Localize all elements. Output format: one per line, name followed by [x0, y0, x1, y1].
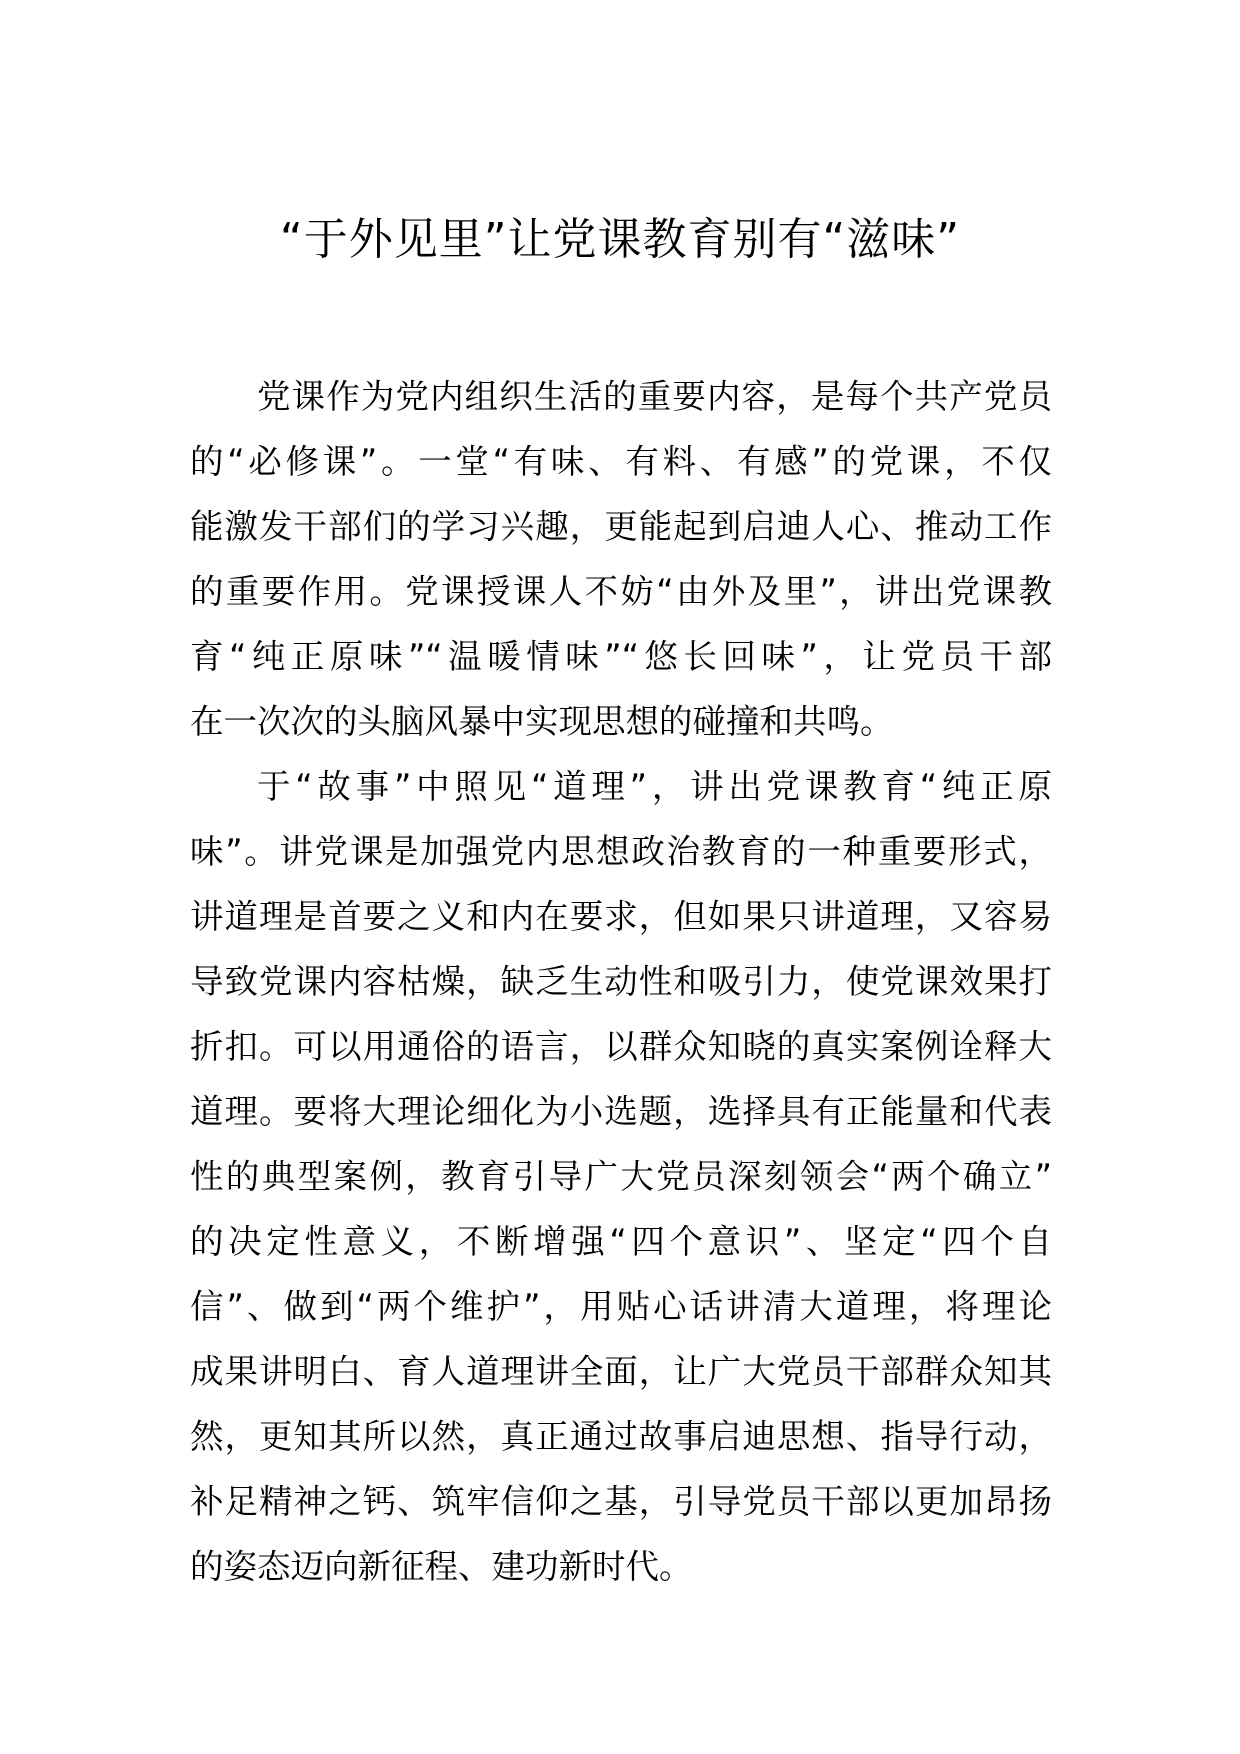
- paragraph-intro: [190, 364, 1052, 754]
- paragraph-story-reason: [190, 754, 1052, 1599]
- text-line: 讲道理是首要之义和内在要求，但如果只讲道理，又容易: [190, 897, 1052, 936]
- text-line: 的姿态迈向新征程、建功新时代。: [190, 1547, 693, 1586]
- text-line: 能激发干部们的学习兴趣，更能起到启迪人心、推动工作: [190, 507, 1052, 546]
- text-line: 的决定性意义，不断增强“四个意识”、坚定“四个自: [190, 1222, 1052, 1261]
- text-line: 信”、做到“两个维护”，用贴心话讲清大道理，将理论: [190, 1287, 1052, 1326]
- text-line: 在一次次的头脑风暴中实现思想的碰撞和共鸣。: [190, 702, 894, 741]
- text-line: 育“纯正原味”“温暖情味”“悠长回味”，让党员干部: [190, 637, 1052, 676]
- text-line: 导致党课内容枯燥，缺乏生动性和吸引力，使党课效果打: [190, 962, 1052, 1001]
- text-line: 的重要作用。党课授课人不妨“由外及里”，讲出党课教: [190, 572, 1052, 611]
- document-body: [190, 364, 1052, 1599]
- text-line: 折扣。可以用通俗的语言，以群众知晓的真实案例诠释大: [190, 1027, 1052, 1066]
- text-line: 然，更知其所以然，真正通过故事启迪思想、指导行动，: [190, 1417, 1052, 1456]
- text-line: 党课作为党内组织生活的重要内容，是每个共产党员: [257, 377, 1052, 416]
- document-title: “于外见里”让党课教育别有“滋味”: [279, 214, 961, 265]
- text-line: 成果讲明白、育人道理讲全面，让广大党员干部群众知其: [190, 1352, 1052, 1391]
- text-line: 性的典型案例，教育引导广大党员深刻领会“两个确立”: [190, 1157, 1052, 1196]
- text-line: 的“必修课”。一堂“有味、有料、有感”的党课，不仅: [190, 442, 1052, 481]
- text-line: 补足精神之钙、筑牢信仰之基，引导党员干部以更加昂扬: [190, 1482, 1052, 1521]
- text-line: 道理。要将大理论细化为小选题，选择具有正能量和代表: [190, 1092, 1052, 1131]
- text-line: 味”。讲党课是加强党内思想政治教育的一种重要形式，: [190, 832, 1052, 871]
- text-line: 于“故事”中照见“道理”，讲出党课教育“纯正原: [257, 767, 1052, 806]
